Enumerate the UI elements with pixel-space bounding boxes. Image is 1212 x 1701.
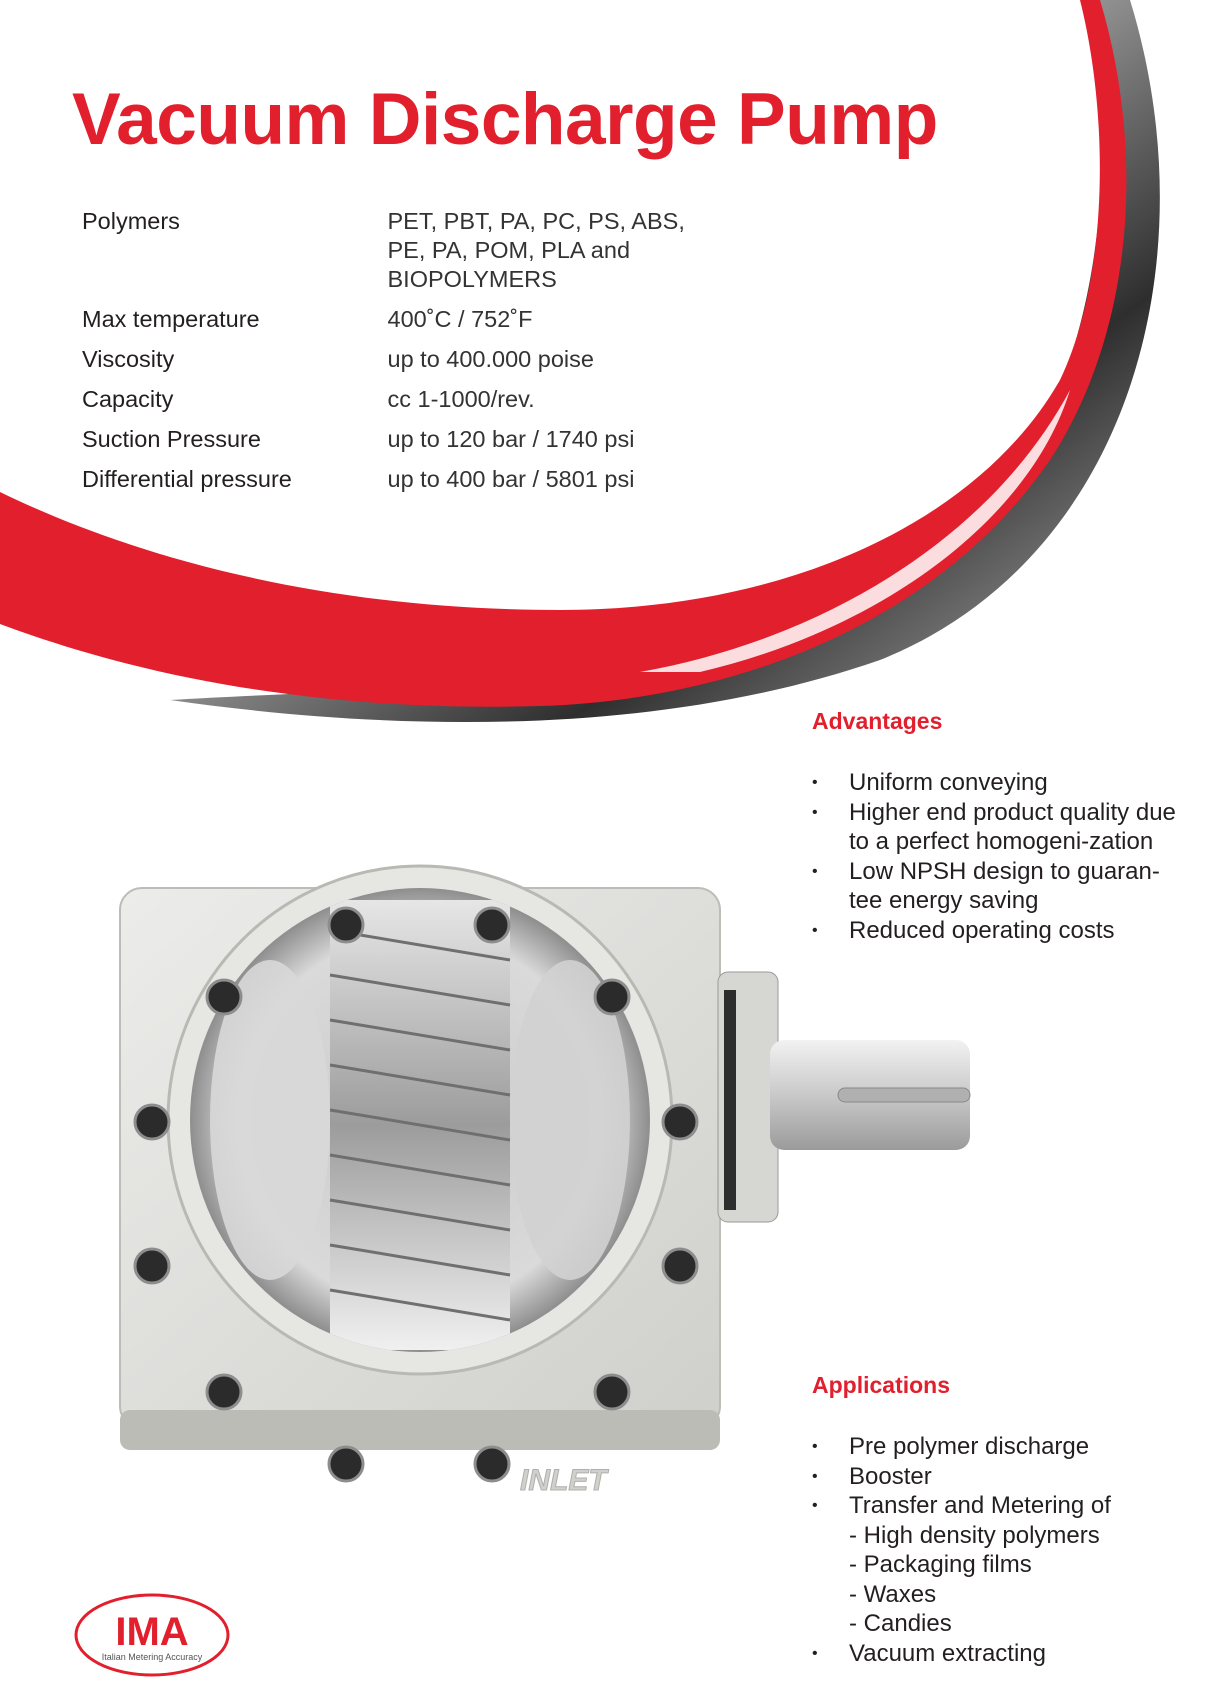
- spec-value: up to 400.000 poise: [387, 346, 594, 372]
- pump-inlet-label: INLET: [520, 1464, 607, 1497]
- spec-label: Differential pressure: [82, 466, 292, 492]
- advantages-heading: Advantages: [812, 708, 943, 734]
- list-item: • Pre polymer discharge: [812, 1432, 1192, 1462]
- spec-row-viscosity: [82, 345, 722, 385]
- logo-name: IMA: [115, 1610, 189, 1654]
- spec-row-suction-pressure: [82, 425, 722, 465]
- spec-value: 400˚C / 752˚F: [387, 306, 533, 332]
- applications-heading: Applications: [812, 1372, 951, 1398]
- spec-table: [82, 207, 722, 505]
- list-item: • Booster: [812, 1462, 1192, 1492]
- list-subitem: - High density polymers: [849, 1521, 1100, 1549]
- spec-value: up to 120 bar / 1740 psi: [387, 426, 635, 452]
- spec-value: cc 1-1000/rev.: [387, 386, 535, 412]
- spec-label: Polymers: [82, 208, 180, 234]
- list-item: • Vacuum extracting: [812, 1639, 1192, 1669]
- pump-illustration: [120, 866, 970, 1497]
- list-item: • Higher end product quality due to a perfect homogeni-zation: [812, 798, 1192, 857]
- spec-label: Max temperature: [82, 306, 260, 332]
- spec-value: up to 400 bar / 5801 psi: [387, 466, 635, 492]
- logo-tagline: Italian Metering Accuracy: [101, 1652, 203, 1662]
- spec-row-differential-pressure: [82, 465, 722, 505]
- list-item: • Reduced operating costs: [812, 916, 1192, 946]
- applications-list: [812, 1432, 1192, 1668]
- ima-logo: [72, 1590, 232, 1680]
- spec-row-polymers: [82, 207, 722, 305]
- spec-row-max-temperature: [82, 305, 722, 345]
- list-subitem: - Candies: [849, 1610, 952, 1637]
- spec-row-capacity: [82, 385, 722, 425]
- list-subitem: - Packaging films: [849, 1551, 1032, 1578]
- list-item: • Low NPSH design to guaran-tee energy saving: [812, 857, 1192, 916]
- spec-label: Viscosity: [82, 346, 175, 372]
- list-subitem: - Waxes: [849, 1580, 937, 1608]
- spec-value: PET, PBT, PA, PC, PS, ABS, PE, PA, POM, PLA and BIOPOLYMERS: [387, 208, 685, 292]
- spec-label: Suction Pressure: [82, 426, 261, 452]
- list-item: • Transfer and Metering of: [812, 1491, 1192, 1521]
- page-title: Vacuum Discharge Pump: [72, 79, 938, 160]
- advantages-list: [812, 768, 1192, 945]
- spec-label: Capacity: [82, 386, 174, 412]
- list-item: • Uniform conveying: [812, 768, 1192, 798]
